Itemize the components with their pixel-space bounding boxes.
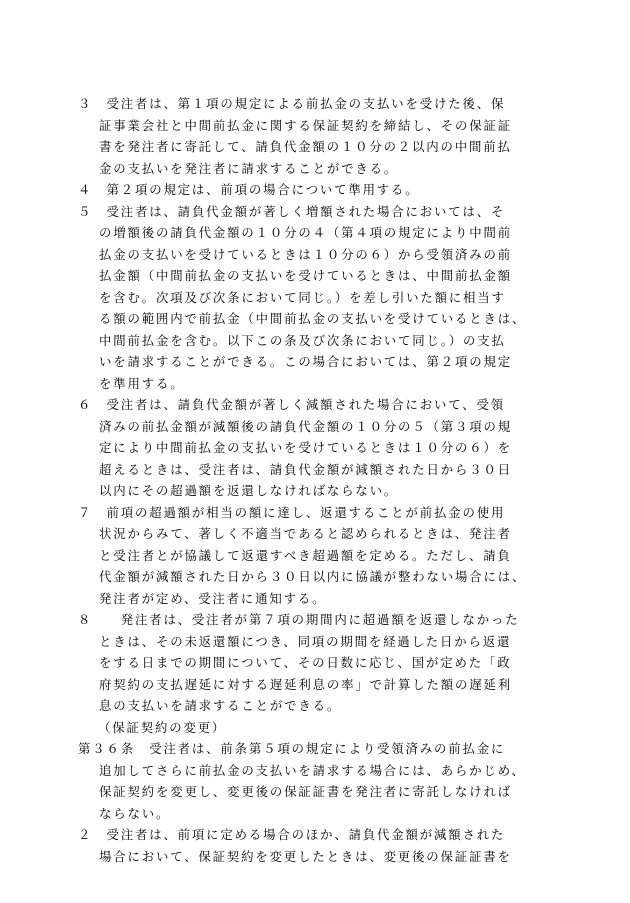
text-line: と受注者とが協議して返還すべき超過額を定める。ただし、請負: [99, 547, 512, 563]
text-line: る額の範囲内で前払金（中間前払金の支払いを受けているときは、: [99, 311, 527, 326]
text-line: 書を発注者に寄託して、請負代金額の１０分の２以内の中間前払: [99, 139, 512, 154]
text-line: 中間前払金を含む。以下この条及び次条において同じ。）の支払: [99, 332, 506, 348]
text-line: 払金額（中間前払金の支払いを受けているときは、中間前払金額: [99, 268, 512, 283]
text-line: 定により中間前払金の支払いを受けているときは１０分の６）を: [99, 440, 512, 455]
text-line: ６ 受注者は、請負代金額が著しく減額された場合において、受領: [78, 397, 505, 412]
text-line: を含む。次項及び次条において同じ。）を差し引いた額に相当す: [99, 289, 506, 305]
paragraph-35-5: [78, 201, 570, 395]
text-line: 息の支払いを請求することができる。: [99, 698, 342, 713]
text-line: ３ 受注者は、第１項の規定による前払金の支払いを受けた後、保: [78, 96, 506, 111]
article-36-2: [78, 824, 570, 867]
text-line: ならない。: [99, 805, 171, 821]
text-line: 状況からみて、著しく不適当であると認められるときは、発注者: [99, 526, 512, 541]
paragraph-35-7: [78, 502, 570, 610]
paragraph-35-3: [78, 93, 570, 179]
article-36-1: [78, 738, 570, 824]
text-line: 超えるときは、受注者は、請負代金額が減額された日から３０日: [99, 461, 512, 477]
text-line: 発注者が定め、受注者に通知する。: [99, 590, 327, 606]
text-line: 金の支払いを発注者に請求することができる。: [99, 160, 399, 176]
text-line: を準用する。: [99, 375, 185, 391]
text-line: 保証契約を変更し、変更後の保証証書を発注者に寄託しなければ: [99, 784, 512, 799]
text-line: ２ 受注者は、前項に定める場合のほか、請負代金額が減額された: [78, 827, 506, 842]
text-line: ５ 受注者は、請負代金額が著しく増額された場合においては、そ: [78, 203, 506, 219]
text-line: ４ 第２項の規定は、前項の場合について準用する。: [78, 182, 420, 197]
text-line: 追加してさらに前払金の支払いを請求する場合には、あらかじめ、: [99, 762, 526, 778]
text-line: 払金の支払いを受けているときは１０分の６）から受領済みの前: [99, 246, 512, 262]
text-line: の増額後の請負代金額の１０分の４（第４項の規定により中間前: [99, 225, 512, 240]
paragraph-35-4: [78, 179, 570, 201]
document-body: [78, 93, 570, 867]
article-caption: [78, 717, 570, 739]
text-line: をする日までの期間について、その日数に応じ、国が定めた「政: [99, 655, 512, 670]
text-line: 場合において、保証契約を変更したときは、変更後の保証証書を: [99, 848, 512, 864]
text-line: 証事業会社と中間前払金に関する保証契約を締結し、その保証証: [99, 117, 512, 133]
text-line: ８ 発注者は、受注者が第７項の期間内に超過額を返還しなかった: [78, 612, 520, 627]
text-line: いを請求することができる。この場合においては、第２項の規定: [99, 354, 512, 369]
text-line: 代金額が減額された日から３０日以内に協議が整わない場合には、: [99, 569, 527, 584]
paragraph-35-6: [78, 394, 570, 502]
text-line: ときは、その未返還額につき、同項の期間を経過した日から返還: [99, 633, 512, 649]
text-line: 府契約の支払遅延に対する遅延利息の率」で計算した額の遅延利: [99, 676, 512, 692]
paragraph-35-8: [78, 609, 570, 717]
text-line: 第３６条 受注者は、前条第５項の規定により受領済みの前払金に: [78, 741, 506, 756]
text-line: 以内にその超過額を返還しなければならない。: [99, 483, 399, 498]
section-heading: （保証契約の変更）: [98, 719, 227, 735]
text-line: ７ 前項の超過額が相当の額に達し、返還することが前払金の使用: [78, 504, 506, 520]
text-line: 済みの前払金額が減額後の請負代金額の１０分の５（第３項の規: [99, 418, 512, 434]
